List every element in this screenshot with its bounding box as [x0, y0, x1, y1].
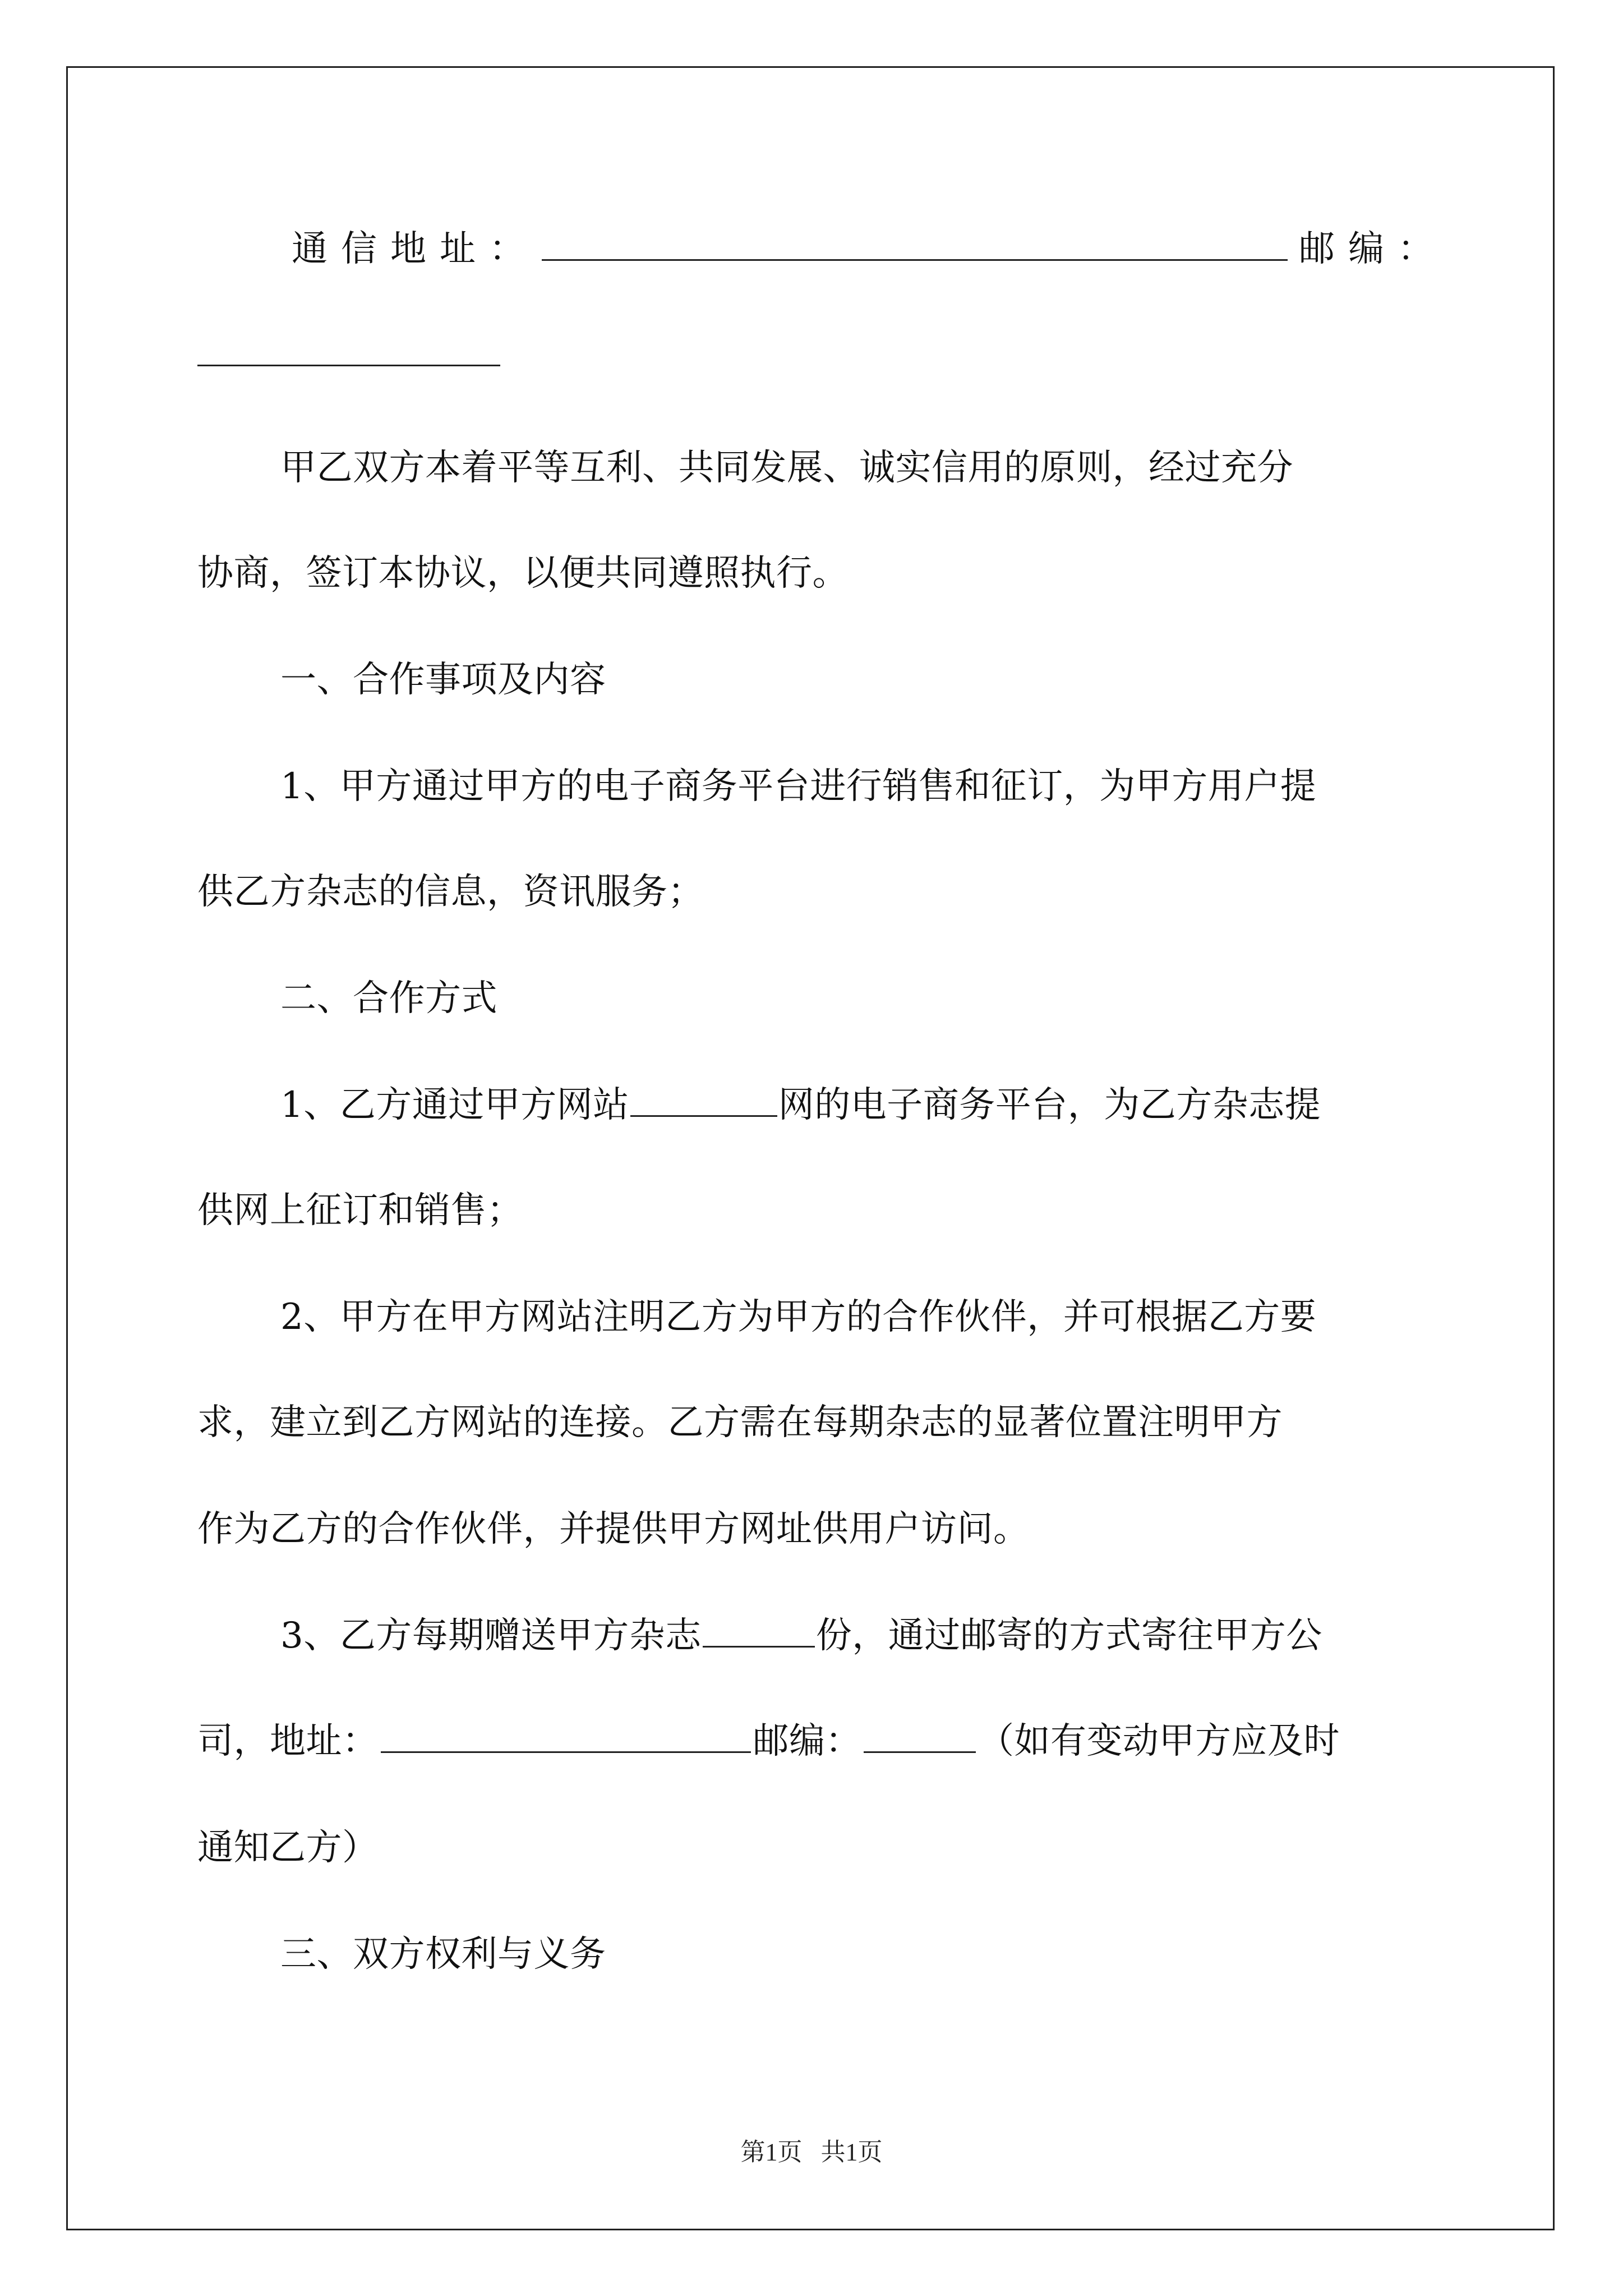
postcode-blank [197, 361, 500, 366]
s2-item3-line2 [197, 1720, 1340, 1762]
s2-item2-line3: 作为乙方的合作伙伴，并提供甲方网址供用户访问。 [197, 1508, 1030, 1550]
intro-line-1: 甲乙双方本着平等互利、共同发展、诚实信用的原则，经过充分 [280, 447, 1293, 489]
postcode-label: 邮编： [1299, 228, 1447, 270]
s1-item1-line2: 供乙方杂志的信息，资讯服务； [197, 871, 704, 913]
s1-item1-line1: 1、甲方通过甲方的电子商务平台进行销售和征订，为甲方用户提 [280, 766, 1317, 807]
s2-item1-line2: 供网上征订和销售； [197, 1190, 523, 1231]
address-blank [542, 256, 1288, 261]
company-address-blank [381, 1748, 751, 1753]
section-3-heading: 三、双方权利与义务 [280, 1934, 606, 1975]
s2-item3-line1 [280, 1615, 1322, 1657]
company-postcode-blank [864, 1748, 976, 1753]
intro-line-2: 协商，签订本协议，以便共同遵照执行。 [197, 553, 849, 594]
section-2-heading: 二、合作方式 [280, 978, 497, 1019]
s2-item2-line1: 2、甲方在甲方网站注明乙方为甲方的合作伙伴，并可根据乙方要 [280, 1296, 1317, 1338]
s2-item3-text-e: （如有变动甲方应及时 [978, 1720, 1340, 1762]
s2-item3-text-d: 邮编： [753, 1720, 861, 1762]
address-line [292, 228, 1447, 270]
s2-item1-text-a: 1、乙方通过甲方网站 [280, 1084, 629, 1126]
copies-blank [703, 1642, 815, 1648]
s2-item1-line1 [280, 1084, 1321, 1126]
s2-item3-text-a: 3、乙方每期赠送甲方杂志 [280, 1615, 702, 1657]
s2-item3-text-c: 司，地址： [197, 1720, 379, 1762]
page-border [66, 66, 1555, 2230]
postcode-line [197, 337, 500, 372]
section-1-heading: 一、合作事项及内容 [280, 659, 606, 701]
website-blank [630, 1112, 777, 1117]
s2-item1-text-b: 网的电子商务平台，为乙方杂志提 [778, 1084, 1321, 1126]
s2-item3-text-b: 份，通过邮寄的方式寄往甲方公 [815, 1615, 1322, 1657]
page-number-footer: 第1页 共1页 [740, 2138, 883, 2166]
s2-item3-line3: 通知乙方） [197, 1827, 379, 1869]
address-label: 通信地址： [292, 228, 538, 270]
s2-item2-line2: 求，建立到乙方网站的连接。乙方需在每期杂志的显著位置注明甲方 [197, 1402, 1283, 1443]
